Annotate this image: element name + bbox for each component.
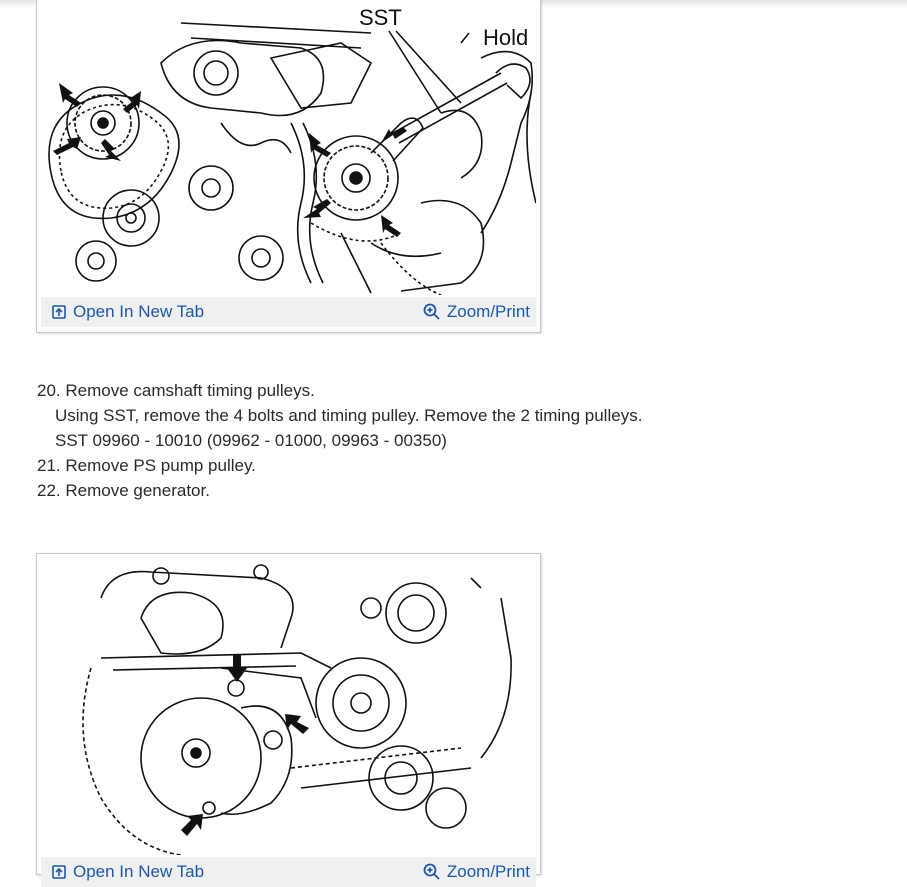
engine-diagram-image	[41, 3, 536, 295]
step-21-title: 21. Remove PS pump pulley.	[37, 456, 256, 475]
figure-toolbar	[41, 297, 536, 327]
step-20-title: 20. Remove camshaft timing pulleys.	[37, 381, 315, 400]
hold-label: Hold	[483, 25, 529, 50]
zoom-print-button[interactable]	[423, 297, 530, 327]
step-22-title: 22. Remove generator.	[37, 481, 210, 500]
zoom-in-icon	[423, 863, 441, 881]
zoom-print-label: Zoom/Print	[446, 862, 530, 881]
open-in-new-tab-icon	[51, 864, 67, 880]
open-in-new-tab-label: Open In New Tab	[73, 302, 205, 321]
zoom-print-button[interactable]	[423, 857, 530, 887]
generator-diagram-image	[41, 558, 536, 855]
open-in-new-tab-button[interactable]	[51, 297, 204, 327]
open-in-new-tab-icon	[51, 304, 67, 320]
figure-camshaft-pulley	[36, 0, 541, 333]
step-20-sst: SST 09960 - 10010 (09962 - 01000, 09963 - 00350)	[55, 431, 447, 450]
figure-toolbar	[41, 857, 536, 887]
zoom-print-label: Zoom/Print	[446, 302, 530, 321]
open-in-new-tab-label: Open In New Tab	[73, 862, 205, 881]
step-20-detail: Using SST, remove the 4 bolts and timing pulley. Remove the 2 timing pulleys.	[55, 406, 643, 425]
figure-generator	[36, 553, 541, 881]
instruction-steps	[37, 378, 837, 503]
zoom-in-icon	[423, 303, 441, 321]
sst-label: SST	[359, 5, 402, 30]
open-in-new-tab-button[interactable]	[51, 857, 204, 887]
